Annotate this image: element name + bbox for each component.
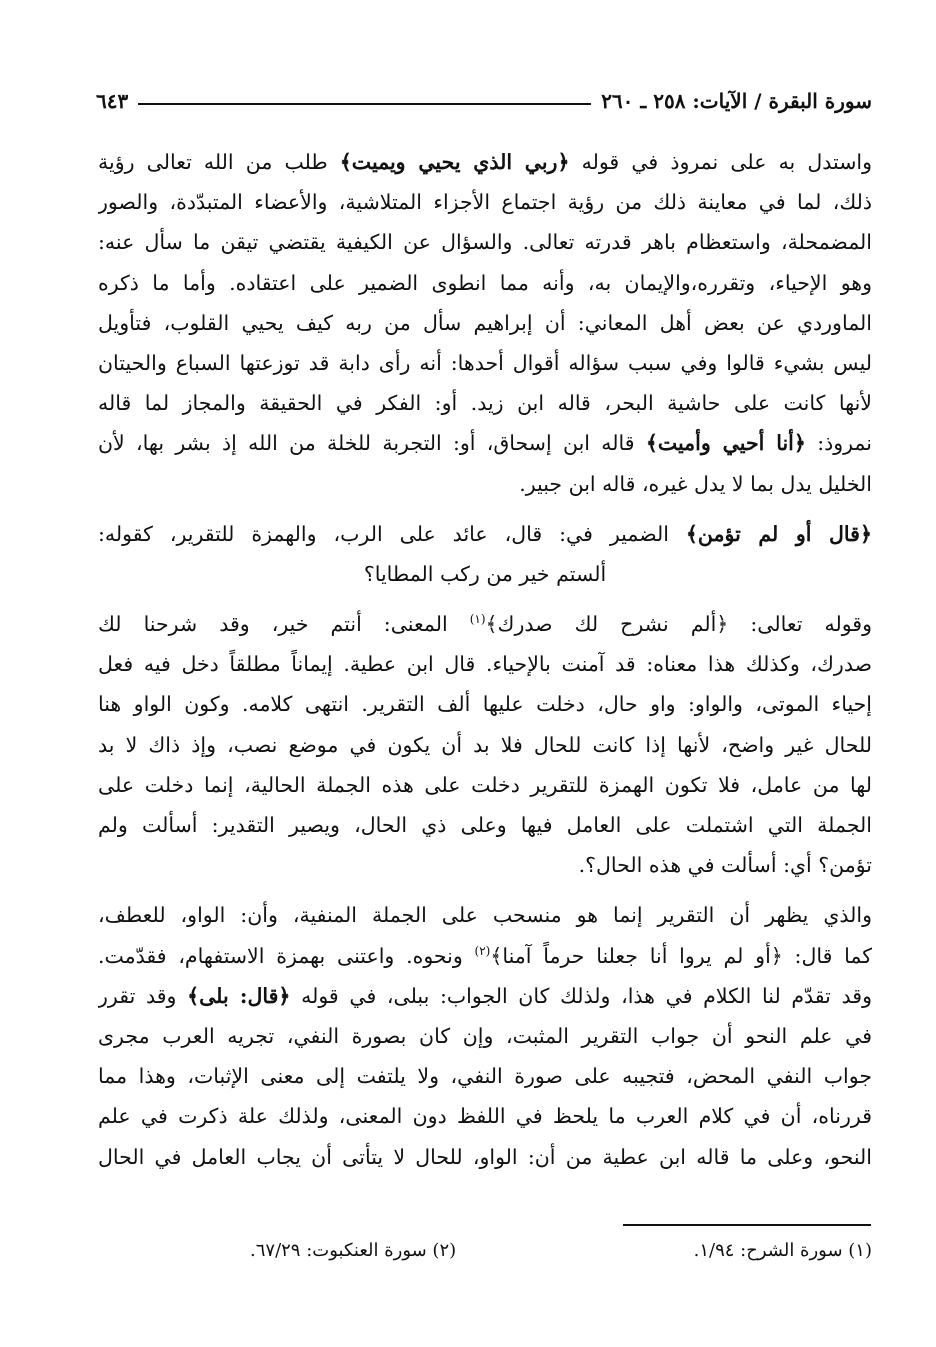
text-line: إحياء الموتى، والواو: واو حال، دخلت عليها ألف التقرير. انتهى كلامه. وكون الواو هنا bbox=[98, 692, 872, 717]
text-line: والذي يظهر أن التقرير إنما هو منسحب على الجملة المنفية، وأن: الواو، للعطف، bbox=[98, 903, 872, 928]
text-line: وقوله تعالى: ﴿ألم نشرح لك صدرك﴾$^{(١)}$ المعنى: أنتم خير، وقد شرحنا لك bbox=[98, 612, 872, 637]
running-header bbox=[96, 84, 872, 118]
text-line: لها من عامل، فلا تكون الهمزة للتقرير دخلت على هذه الجملة الحالية، إنما دخلت على bbox=[98, 772, 872, 797]
text-line: ذلك، لما في معاينة ذلك من رؤية اجتماع الأجزاء المتلاشية، والأعضاء المتبدّدة، والصور bbox=[98, 190, 872, 215]
text-line: وقد تقدّم لنا الكلام في هذا، ولذلك كان الجواب: ببلى، في قوله ﴿قال: بلى﴾ وقد تقرر bbox=[98, 983, 872, 1008]
header-title: سورة البقرة / الآيات: ٢٥٨ ـ ٢٦٠ bbox=[601, 89, 872, 113]
text-line: النحو، وعلى ما قاله ابن عطية من أن: الواو، للحال لا يتأتى أن يجاب العامل في الحال bbox=[98, 1144, 872, 1169]
footnote-ref[interactable]: (١) bbox=[469, 612, 486, 627]
text-line: لأنها كانت على حاشية البحر، قاله ابن زيد. أو: الفكر في الحقيقة والمجاز لما قاله bbox=[98, 391, 872, 416]
text-line: ليس بشيء قالوا وفي سبب سؤاله أقوال أحدها: أنه رأى دابة قد توزعتها السباع والحيتان bbox=[98, 350, 872, 375]
text-line: الماوردي عن بعض أهل المعاني: أن إبراهيم سأل من ربه كيف يحيي القلوب، فتأويل bbox=[98, 310, 872, 335]
footnote-2: (٢) سورة العنكبوت: ٦٧/٢٩. bbox=[250, 1240, 457, 1261]
text-line: المضمحلة، واستعظام باهر قدرته تعالى. والسؤال عن الكيفية يقتضي تيقن ما سأل عنه: bbox=[98, 230, 872, 255]
footnote-1: (١) سورة الشرح: ١/٩٤. bbox=[693, 1240, 872, 1261]
text-line: في علم النحو أن جواب التقرير المثبت، وإن كان بصورة النفي، تجريه العرب مجرى bbox=[98, 1023, 872, 1048]
text-line: الخليل يدل بما لا يدل غيره، قاله ابن جبير. bbox=[519, 471, 872, 496]
text-line: واستدل به على نمروذ في قوله ﴿ربي الذي يحيي ويميت﴾ طلب من الله تعالى رؤية bbox=[98, 150, 872, 174]
text-line: صدرك، وكذلك هذا معناه: قد آمنت بالإحياء. قال ابن عطية. إيماناً مطلقاً دخل فيه فعل bbox=[98, 652, 872, 677]
text-line: تؤمن؟ أي: أسألت في هذه الحال؟. bbox=[578, 853, 872, 878]
footnote-rule bbox=[623, 1224, 871, 1226]
text-line: للحال غير واضح، لأنها إذا كانت للحال فلا بد أن يكون في موضع نصب، وإذ ذاك لا بد bbox=[98, 732, 872, 757]
text-line: الجملة التي اشتملت على العامل فيها وعلى ذي الحال، ويصير التقدير: أسألت ولم bbox=[98, 813, 872, 837]
text-line: نمروذ: ﴿أنا أحيي وأميت﴾ قاله ابن إسحاق، أو: التجربة للخلة من الله إذ بشر بها، لأن bbox=[98, 431, 872, 456]
text-line: وهو الإحياء، وتقرره،والإيمان به، وأنه مما انطوى الضمير على اعتقاده. وأما ما ذكره bbox=[98, 270, 872, 295]
header-rule bbox=[138, 103, 591, 105]
text-line: كما قال: ﴿أو لم يروا أنا جعلنا حرماً آمنا﴾$^{(٢)}$ ونحوه. واعتنى بهمزة الاستفهام، فقدّمت. bbox=[98, 943, 872, 968]
page-number: ٦٤٣ bbox=[96, 89, 129, 113]
text-line: جواب النفي المحض، فتجيبه على صورة النفي، ولا يلتفت إلى معنى الإثبات، وهذا مما bbox=[98, 1064, 872, 1089]
poetry-verse: ألستم خير من ركب المطايا؟ bbox=[363, 561, 607, 586]
footnotes bbox=[250, 1236, 872, 1266]
main-text bbox=[98, 142, 872, 1177]
text-line: ﴿قال أو لم تؤمن﴾ الضمير في: قال، عائد على الرب، والهمزة للتقرير، كقوله: bbox=[98, 521, 872, 546]
footnote-ref[interactable]: (٢) bbox=[474, 943, 491, 958]
text-line: قررناه، أن في كلام العرب ما يلحظ في اللفظ دون المعنى، ولذلك علة ذكرت في علم bbox=[98, 1104, 872, 1129]
